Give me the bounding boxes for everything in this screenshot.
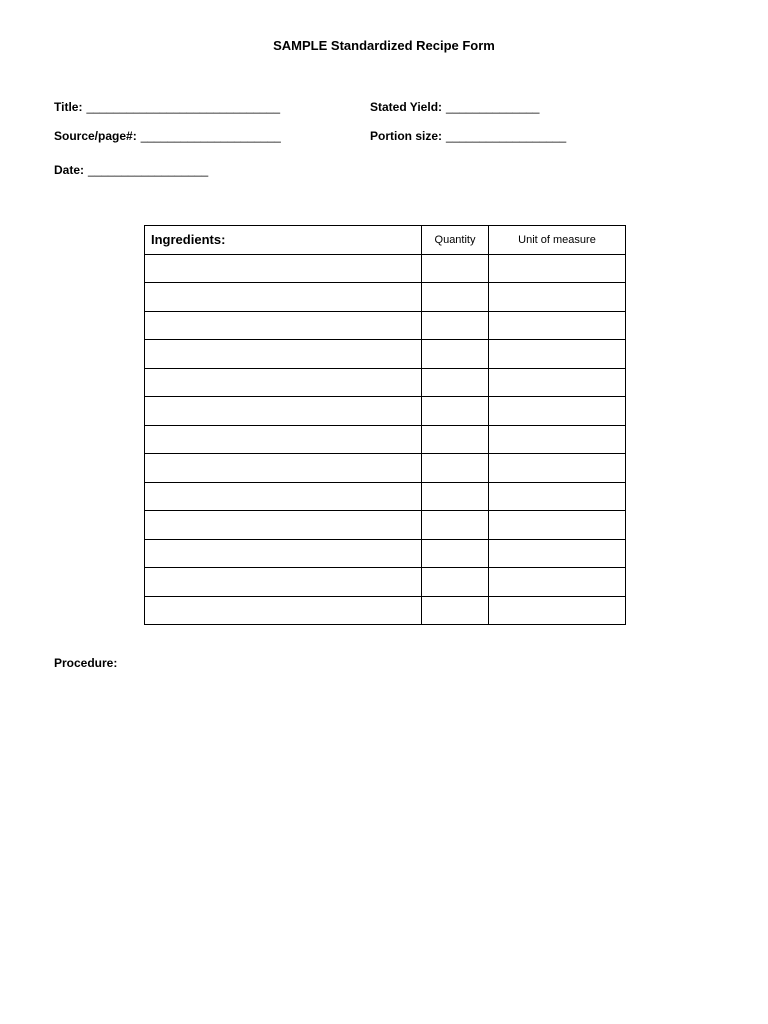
table-row	[145, 596, 626, 625]
quantity-cell[interactable]	[422, 596, 489, 625]
ingredients-table	[144, 225, 626, 625]
source-page-label: Source/page#:	[54, 129, 137, 143]
table-row	[145, 368, 626, 397]
table-row	[145, 254, 626, 283]
table-header-row	[145, 226, 626, 255]
table-row	[145, 397, 626, 426]
quantity-cell[interactable]	[422, 254, 489, 283]
quantity-cell[interactable]	[422, 454, 489, 483]
ingredient-cell[interactable]	[145, 283, 422, 312]
unit-cell[interactable]	[489, 368, 626, 397]
quantity-cell[interactable]	[422, 568, 489, 597]
quantity-cell[interactable]	[422, 340, 489, 369]
stated-yield-label: Stated Yield:	[370, 100, 443, 114]
quantity-cell[interactable]	[422, 539, 489, 568]
procedure-label: Procedure:	[54, 656, 118, 670]
source-page-field[interactable]	[54, 128, 281, 144]
title-label: Title:	[54, 100, 83, 114]
quantity-cell[interactable]	[422, 368, 489, 397]
ingredients-header: Ingredients:	[145, 226, 422, 255]
ingredient-cell[interactable]	[145, 397, 422, 426]
ingredient-cell[interactable]	[145, 596, 422, 625]
table-row	[145, 311, 626, 340]
portion-size-field[interactable]	[370, 128, 566, 144]
ingredient-cell[interactable]	[145, 482, 422, 511]
quantity-cell[interactable]	[422, 397, 489, 426]
unit-of-measure-header: Unit of measure	[489, 226, 626, 255]
page-title: SAMPLE Standardized Recipe Form	[273, 38, 495, 53]
ingredient-cell[interactable]	[145, 454, 422, 483]
quantity-header: Quantity	[422, 226, 489, 255]
unit-cell[interactable]	[489, 254, 626, 283]
date-label: Date:	[54, 163, 85, 177]
unit-cell[interactable]	[489, 482, 626, 511]
stated-yield-field[interactable]	[370, 99, 539, 115]
ingredient-cell[interactable]	[145, 539, 422, 568]
ingredient-cell[interactable]	[145, 511, 422, 540]
unit-cell[interactable]	[489, 340, 626, 369]
table-row	[145, 482, 626, 511]
ingredient-cell[interactable]	[145, 340, 422, 369]
table-row	[145, 454, 626, 483]
table-row	[145, 511, 626, 540]
quantity-cell[interactable]	[422, 482, 489, 511]
unit-cell[interactable]	[489, 454, 626, 483]
table-row	[145, 283, 626, 312]
unit-cell[interactable]	[489, 397, 626, 426]
unit-cell[interactable]	[489, 596, 626, 625]
unit-cell[interactable]	[489, 283, 626, 312]
quantity-cell[interactable]	[422, 425, 489, 454]
ingredient-cell[interactable]	[145, 254, 422, 283]
table-row	[145, 568, 626, 597]
unit-cell[interactable]	[489, 511, 626, 540]
quantity-cell[interactable]	[422, 511, 489, 540]
unit-cell[interactable]	[489, 568, 626, 597]
unit-cell[interactable]	[489, 539, 626, 568]
date-blank-line[interactable]: __________________	[88, 163, 209, 177]
ingredient-cell[interactable]	[145, 568, 422, 597]
stated-yield-blank-line[interactable]: ______________	[446, 100, 540, 114]
portion-size-label: Portion size:	[370, 129, 443, 143]
ingredient-cell[interactable]	[145, 425, 422, 454]
source-page-blank-line[interactable]: _____________________	[140, 129, 281, 143]
table-row	[145, 539, 626, 568]
unit-cell[interactable]	[489, 311, 626, 340]
date-field[interactable]	[54, 162, 208, 178]
table-row	[145, 340, 626, 369]
ingredient-cell[interactable]	[145, 368, 422, 397]
quantity-cell[interactable]	[422, 283, 489, 312]
unit-cell[interactable]	[489, 425, 626, 454]
table-row	[145, 425, 626, 454]
title-blank-line[interactable]: _____________________________	[86, 100, 280, 114]
title-field[interactable]	[54, 99, 280, 115]
portion-size-blank-line[interactable]: __________________	[446, 129, 567, 143]
quantity-cell[interactable]	[422, 311, 489, 340]
ingredient-cell[interactable]	[145, 311, 422, 340]
